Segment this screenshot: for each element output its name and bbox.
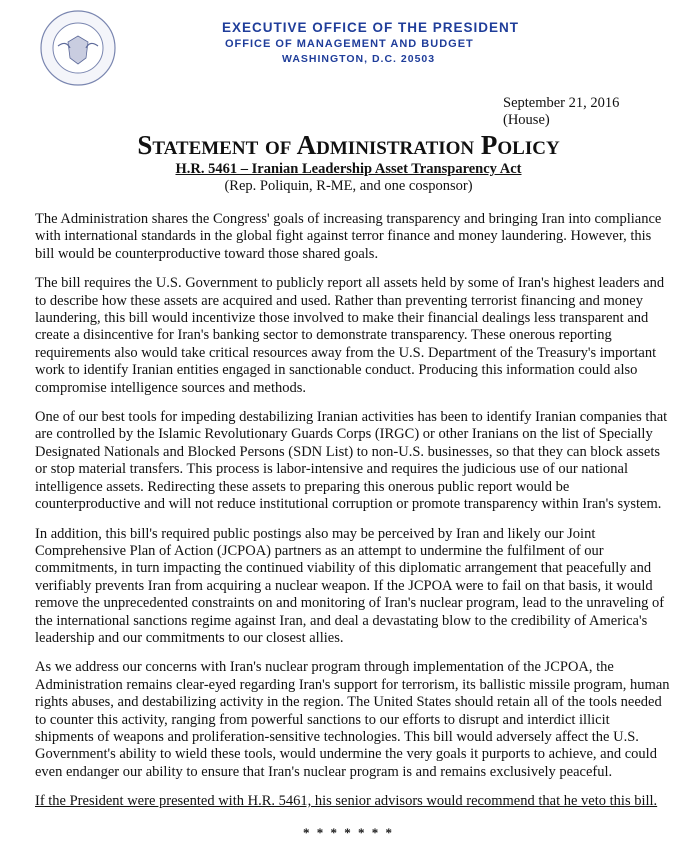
body-paragraph	[35, 211, 675, 263]
paragraph-line: Comprehensive Plan of Action (JCPOA) partners as an attempt to undermine the fulfilment of our	[35, 542, 604, 559]
date-block	[503, 95, 619, 129]
paragraph-line: laundering, this bill would incentivize those involved to make their financial dealings less transparent and	[35, 310, 649, 327]
paragraph-line: to counter this activity, ranging from powerful sanctions to our efforts to disrupt and interdict illicit	[35, 711, 610, 728]
chamber: (House)	[503, 112, 550, 128]
paragraph-line: compromise intelligence sources and methods.	[35, 379, 306, 396]
office-address: WASHINGTON, D.C. 20503	[282, 53, 436, 65]
statement-body	[35, 211, 675, 811]
paragraph-line: verifiably prevents Iran from acquiring a nuclear weapon. If the JCPOA were to fail on that basis, it would	[35, 577, 653, 594]
body-paragraph	[35, 409, 675, 513]
paragraph-line: are controlled by the Islamic Revolutionary Guards Corps (IRGC) or other Iranians on the list of Specially	[35, 426, 653, 443]
paragraph-line: intelligence assets. Redirecting these assets to preparing this onerous public report would be	[35, 478, 570, 495]
paragraph-line: rights abuses, and destabilizing activity in the region. The United States should retain all of the tools needed	[35, 694, 662, 711]
paragraph-line: with international standards in the global fight against terror finance and money laundering. However, this	[35, 228, 652, 245]
paragraph-line: shipments of weapons and proliferation-sensitive technologies. This bill would adversely affect the U.S.	[35, 728, 639, 745]
paragraph-line: As we address our concerns with Iran's nuclear program through implementation of the JCPOA, the	[35, 659, 614, 676]
page-title: Statement of Administration Policy	[137, 130, 560, 160]
agency-name: EXECUTIVE OFFICE OF THE PRESIDENT	[222, 20, 520, 35]
paragraph-line: The bill requires the U.S. Government to publicly report all assets held by some of Iran's highest leaders and	[35, 275, 665, 292]
paragraph-line: or stop material transfers. This process is labor-intensive and requires the judicious use of our national	[35, 461, 628, 478]
paragraph-line: In addition, this bill's required public postings also may be perceived by Iran and likely our Joint	[35, 525, 596, 542]
paragraph-line: create a disincentive for Iran's banking sector to demonstrate transparency. These onerous reporting	[35, 327, 612, 344]
paragraph-line: work to identify Iranian entities engaged in sanctionable conduct. Producing this information could also	[35, 362, 638, 379]
presidential-seal-icon	[40, 10, 116, 86]
paragraph-line: to describe how these assets are acquired and used. Rather than preventing terrorist financing and money	[35, 292, 643, 309]
paragraph-line: commitments, in turn impacting the continued viability of this diplomatic arrangement that peacefully and	[35, 560, 652, 577]
paragraph-line: Designated Nationals and Blocked Persons (SDN List) to non-U.S. businesses, so that they can block assets	[35, 443, 661, 460]
paragraph-line: even endanger our ability to ensure that Iran's nuclear program is and remains exclusively peaceful.	[35, 763, 613, 780]
paragraph-line: requirements also would take critical resources away from the U.S. Department of the Treasury's important	[35, 344, 657, 361]
veto-recommendation: If the President were presented with H.R. 5461, his senior advisors would recommend that he veto this bill.	[35, 793, 658, 810]
statement-date: September 21, 2016	[503, 95, 620, 111]
body-paragraph	[35, 526, 675, 648]
paragraph-line: Administration remains clear-eyed regarding Iran's support for terrorism, its ballistic missile program, human	[35, 676, 670, 693]
office-name: OFFICE OF MANAGEMENT AND BUDGET	[225, 38, 474, 50]
body-paragraph	[35, 659, 675, 781]
bill-sponsors: (Rep. Poliquin, R-ME, and one cosponsor)	[224, 178, 473, 194]
end-separator: * * * * * * *	[303, 825, 394, 840]
paragraph-line: remove the unprecedented constraints on and monitoring of Iran's nuclear program, lead to the unraveling of	[35, 595, 665, 612]
paragraph-line: The Administration shares the Congress' goals of increasing transparency and bringing Iran into compliance	[35, 211, 662, 227]
paragraph-line: One of our best tools for impeding destabilizing Iranian activities has been to identify Iranian companies that	[35, 409, 668, 426]
paragraph-line: bill would be counterproductive toward those shared goals.	[35, 245, 379, 262]
paragraph-line: leadership and our commitments to our closest allies.	[35, 629, 344, 646]
paragraph-line: the international sanctions regime against Iran, and deal a devastating blow to the credibility of America's	[35, 612, 648, 629]
paragraph-line: counterproductive and will not reduce institutional corruption or promote transparency within Iran's system.	[35, 496, 662, 513]
paragraph-line: Government's ability to wield these tools, would undermine the very goals it purports to achieve, and could	[35, 746, 657, 763]
body-paragraph	[35, 275, 675, 397]
bill-title: H.R. 5461 – Iranian Leadership Asset Transparency Act	[175, 161, 522, 177]
